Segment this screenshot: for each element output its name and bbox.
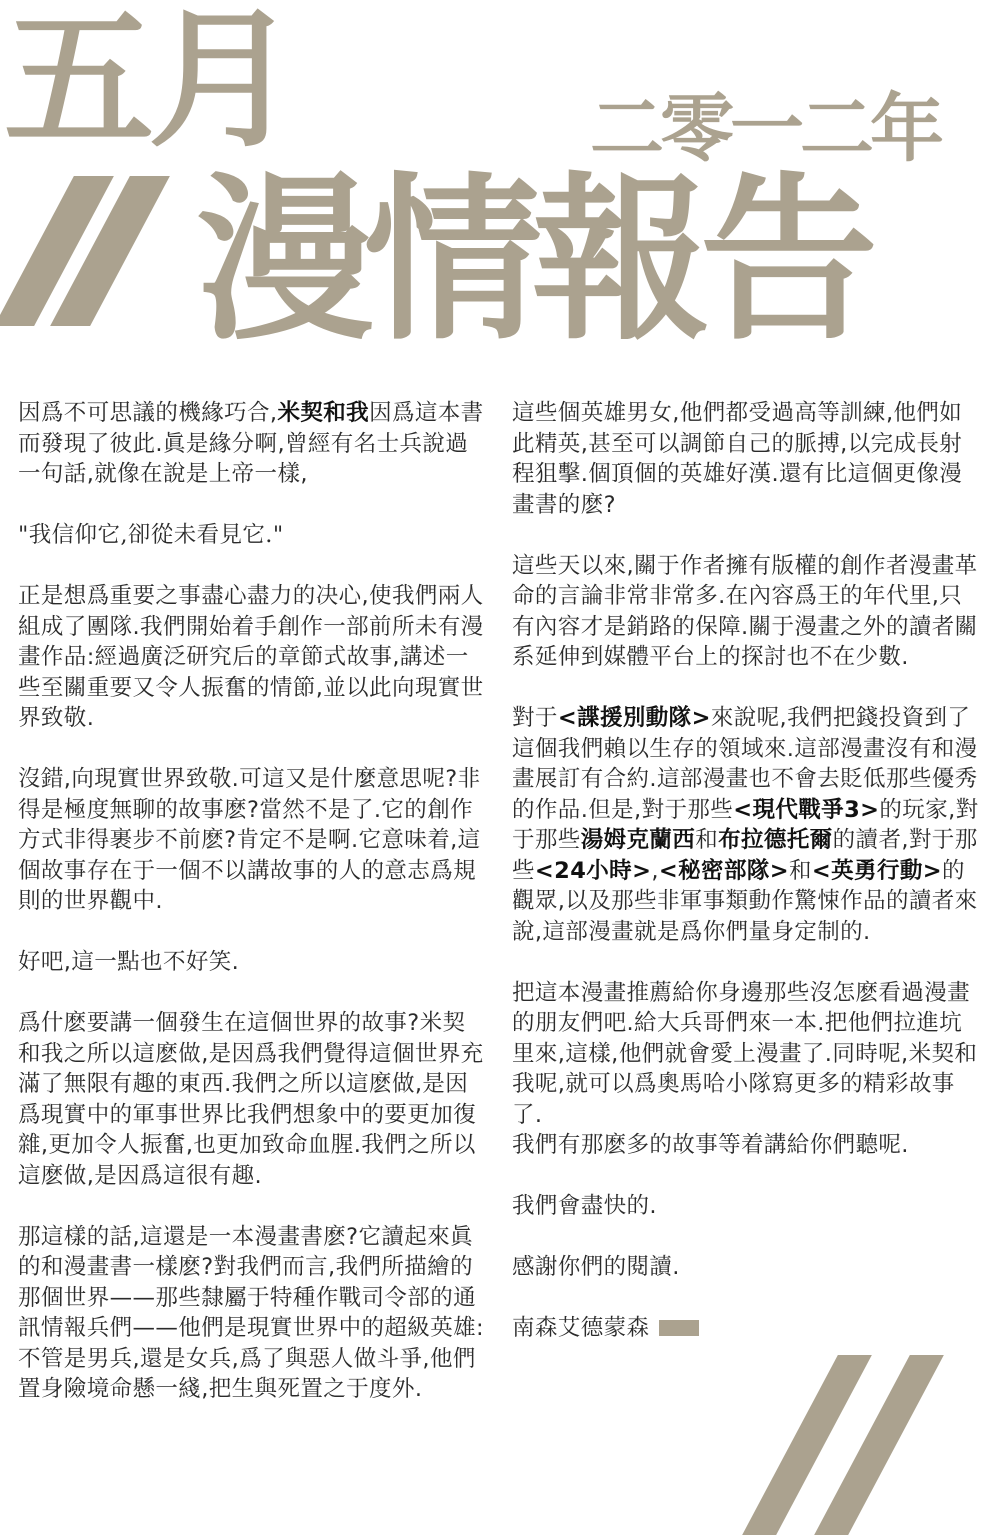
text-segment: 因爲這本書而發現了彼此.眞是緣分啊,曾經有名士兵說過一句話,就像在說是上帝一樣, — [18, 400, 484, 487]
highlight-text: 米契和我 — [277, 400, 370, 426]
paragraph — [512, 703, 982, 947]
paragraph: 好吧,這一點也不好笑. — [18, 949, 240, 975]
highlight-text: <諜援別動隊> — [557, 705, 711, 731]
paragraph: 我們會盡快的. — [512, 1193, 657, 1219]
signature: 南森艾德蒙森 — [512, 1315, 650, 1341]
highlight-text: <英勇行動> — [811, 857, 943, 884]
text-segment: 的觀眾,以及那些非軍事類動作驚悚作品的讀者來說,這部漫畫就是爲你們量身定制的. — [512, 857, 978, 945]
text-segment: 的玩家,對于那些 — [512, 796, 979, 853]
paragraph: 這些天以來,關于作者擁有版權的創作者漫畫革命的言論非常非常多.在內容爲王的年代里,只有內容才是銷路的保障.關于漫畫之外的讀者關系延伸到媒體平台上的探討也不在少數. — [512, 552, 978, 670]
text-segment: 和 — [789, 857, 812, 884]
paragraph: 這些個英雄男女,他們都受過高等訓練,他們如此精英,甚至可以調節自己的脈搏,以完成長射程狙擊.個頂個的英雄好漢.還有比這個更像漫畫書的麽? — [512, 400, 963, 518]
highlight-text: <24小時> — [534, 857, 652, 884]
signature-row — [512, 1313, 982, 1344]
title-year: 二零一二年 — [590, 86, 940, 172]
text-segment: 和 — [695, 827, 719, 853]
highlight-text: 湯姆克蘭西 — [580, 827, 696, 853]
paragraph: 爲什麽要講一個發生在這個世界的故事?米契和我之所以這麽做,是因爲我們覺得這個世界充滿了無限有趣的東西.我們之所以這麽做,是因爲現實中的軍事世界比我們想象中的要更加復雜,更加令人振奮,也更加致命血腥.我們之所以這麽做,是因爲這很有趣. — [18, 1010, 484, 1189]
text-segment: 因爲不可思議的機緣巧合, — [18, 400, 278, 426]
right-column — [512, 398, 982, 1344]
close-quote-mark — [790, 1355, 896, 1535]
paragraph: 感謝你們的閱讀. — [512, 1254, 680, 1280]
text-segment: 來說呢,我們把錢投資到了這個我們賴以生存的領域來.這部漫畫沒有和漫畫展訂有合約.這部漫畫也不會去貶低那些優秀的作品.但是,對于那些 — [512, 705, 978, 823]
quote-paragraph: "我信仰它,卻從未看見它." — [18, 522, 284, 548]
right-paragraphs — [512, 398, 982, 1283]
paragraph: 我們有那麽多的故事等着講給你們聽呢. — [512, 1132, 909, 1158]
paragraph — [18, 398, 488, 490]
text-segment: 對于 — [512, 705, 558, 731]
title-month: 五月 — [4, 0, 293, 168]
title-report: 漫情報告 — [196, 157, 868, 364]
paragraph: 把這本漫畫推薦給你身邊那些沒怎麽看過漫畫的朋友們吧.給大兵哥們來一本.把他們拉進坑里來,這樣,他們就會愛上漫畫了.同時呢,米契和我呢,就可以爲奧馬哈小隊寫更多的精彩故事了. — [512, 979, 978, 1128]
text-segment: 的讀者,對于那些 — [512, 827, 978, 884]
highlight-text: <現代戰爭3> — [733, 796, 880, 823]
paragraph: 沒錯,向現實世界致敬.可這又是什麼意思呢?非得是極度無聊的故事麽?當然不是了.它的創作方式非得裹步不前麽?肯定不是啊.它意味着,這個故事存在于一個不以講故事的人的意志爲規則的世界觀中. — [18, 766, 481, 914]
highlight-text: <秘密部隊> — [658, 857, 789, 884]
paragraph: 正是想爲重要之事盡心盡力的决心,使我們兩人組成了團隊.我們開始着手創作一部前所未有漫畫作品:經過廣泛研究后的章節式故事,講述一些至關重要又令人振奮的情節,並以此向現實世界致敬. — [18, 583, 484, 731]
paragraph: 那這樣的話,這還是一本漫畫書麽?它讀起來眞的和漫畫書一樣麽?對我們而言,我們所描繪的那個世界——那些隸屬于特種作戰司令部的通訊情報兵們——他們是現實世界中的超級英雄:不管是男兵,還是女兵,爲了與惡人做斗爭,他們置身險境命懸一綫,把生與死置之于度外. — [18, 1223, 484, 1402]
text-segment: , — [651, 857, 659, 884]
open-quote-mark — [34, 176, 130, 326]
highlight-text: 布拉德托爾 — [718, 827, 833, 853]
signature-bar — [659, 1320, 699, 1336]
left-column — [18, 398, 488, 1435]
